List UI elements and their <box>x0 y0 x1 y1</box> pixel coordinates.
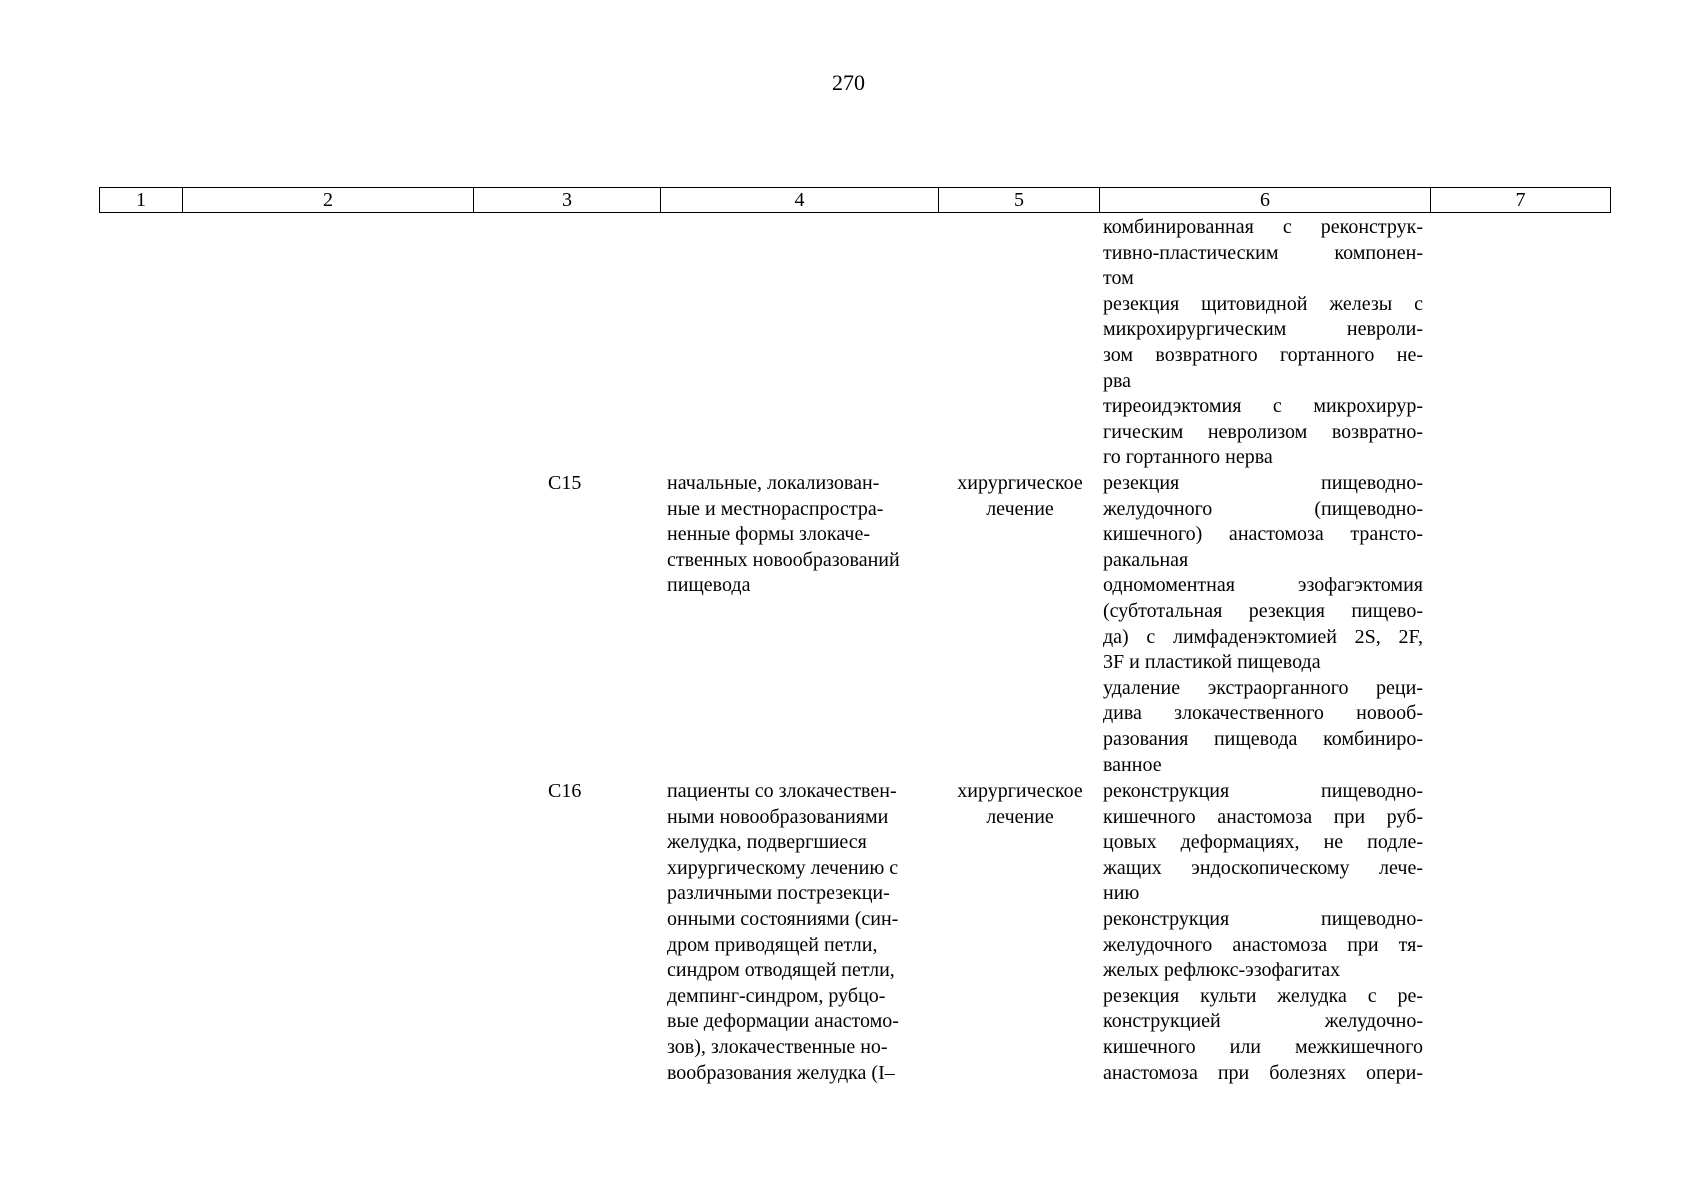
patient-model-line: синдром отводящей петли, <box>667 959 895 982</box>
patient-model-line: ственных новообразований <box>667 548 900 571</box>
method-line: резекция культи желудка с ре- <box>1103 984 1423 1007</box>
method-line: нию <box>1103 882 1140 905</box>
method-line: дива злокачественного новооб- <box>1103 702 1423 725</box>
patient-model-line: пациенты со злокачествен- <box>667 780 897 802</box>
method-line: желых рефлюкс-эзофагитах <box>1103 959 1341 982</box>
method-line: одномоментная эзофагэктомия <box>1103 574 1423 597</box>
method-line: рва <box>1103 369 1132 392</box>
method-line: реконструкция пищеводно- <box>1103 907 1423 930</box>
page-number: 270 <box>832 70 865 95</box>
patient-model-line: зов), злокачественные но- <box>667 1035 888 1058</box>
column-header-3: 3 <box>474 188 661 213</box>
column-header-4: 4 <box>661 188 939 213</box>
patient-model-line: ные и местнораспростра- <box>667 497 884 520</box>
method-line: желудочного (пищеводно- <box>1103 497 1423 520</box>
method-line: анастомоза при болезнях опери- <box>1103 1061 1423 1084</box>
method-line: резекция щитовидной железы с <box>1103 292 1423 315</box>
patient-model-line: вые деформации анастомо- <box>667 1010 899 1033</box>
treatment-type-line: лечение <box>986 805 1054 828</box>
method-line: ракальная <box>1103 548 1189 571</box>
method-line: 3F и пластикой пищевода <box>1103 651 1321 674</box>
treatment-type-line: хирургическое <box>957 780 1083 802</box>
patient-model-line: онными состояниями (син- <box>667 907 899 930</box>
method-line: кишечного или межкишечного <box>1103 1035 1423 1058</box>
method-line: микрохирургическим невроли- <box>1103 318 1423 341</box>
method-line: гическим невролизом возвратно- <box>1103 420 1423 443</box>
treatment-type-line: лечение <box>986 497 1054 520</box>
method-line: цовых деформациях, не подле- <box>1103 831 1423 854</box>
column-header-1: 1 <box>100 188 183 213</box>
method-line: тивно-пластическим компонен- <box>1103 241 1423 264</box>
method-line: жащих эндоскопическому лече- <box>1103 856 1423 879</box>
method-line: кишечного) анастомоза трансто- <box>1103 523 1423 546</box>
diagnosis-code-c15: C15 <box>548 472 582 494</box>
method-line: ванное <box>1103 753 1162 776</box>
methods-c16 <box>1103 779 1423 1086</box>
patient-model-line: ненные формы злокаче- <box>667 523 871 546</box>
patient-model-c16 <box>667 779 935 1086</box>
method-line: го гортанного нерва <box>1103 446 1273 469</box>
column-header-row <box>99 187 1611 213</box>
method-line: конструкцией желудочно- <box>1103 1010 1423 1033</box>
treatment-type-c16 <box>940 779 1100 830</box>
diagnosis-code-c16: C16 <box>548 780 582 802</box>
patient-model-line: начальные, локализован- <box>667 472 880 494</box>
method-line: да) с лимфаденэктомией 2S, 2F, <box>1103 625 1423 648</box>
method-line: желудочного анастомоза при тя- <box>1103 933 1423 956</box>
method-line: разования пищевода комбиниро- <box>1103 727 1423 750</box>
method-line: удаление экстраорганного реци- <box>1103 676 1423 699</box>
patient-model-line: различными пострезекци- <box>667 882 890 905</box>
patient-model-line: пищевода <box>667 574 751 597</box>
column-header-5: 5 <box>939 188 1100 213</box>
column-header-2: 2 <box>183 188 474 213</box>
patient-model-c15 <box>667 471 935 599</box>
patient-model-line: дром приводящей петли, <box>667 933 878 956</box>
method-line: зом возвратного гортанного не- <box>1103 343 1423 366</box>
method-line: (субтотальная резекция пищево- <box>1103 599 1423 622</box>
methods-continuation <box>1103 215 1423 471</box>
patient-model-line: хирургическому лечению с <box>667 856 899 879</box>
column-header-6: 6 <box>1100 188 1431 213</box>
patient-model-line: вообразования желудка (I– <box>667 1061 895 1084</box>
patient-model-line: демпинг-синдром, рубцо- <box>667 984 886 1007</box>
patient-model-line: желудка, подвергшиеся <box>667 831 867 854</box>
method-line: реконструкция пищеводно- <box>1103 780 1423 802</box>
treatment-type-c15 <box>940 471 1100 522</box>
method-line: резекция пищеводно- <box>1103 472 1423 494</box>
method-line: комбинированная с реконструк- <box>1103 216 1423 238</box>
patient-model-line: ными новообразованиями <box>667 805 889 828</box>
method-line: тиреоидэктомия с микрохирур- <box>1103 395 1423 418</box>
treatment-type-line: хирургическое <box>957 472 1083 494</box>
methods-c15 <box>1103 471 1423 778</box>
column-header-7: 7 <box>1431 188 1611 213</box>
method-line: кишечного анастомоза при руб- <box>1103 805 1423 828</box>
method-line: том <box>1103 267 1134 290</box>
